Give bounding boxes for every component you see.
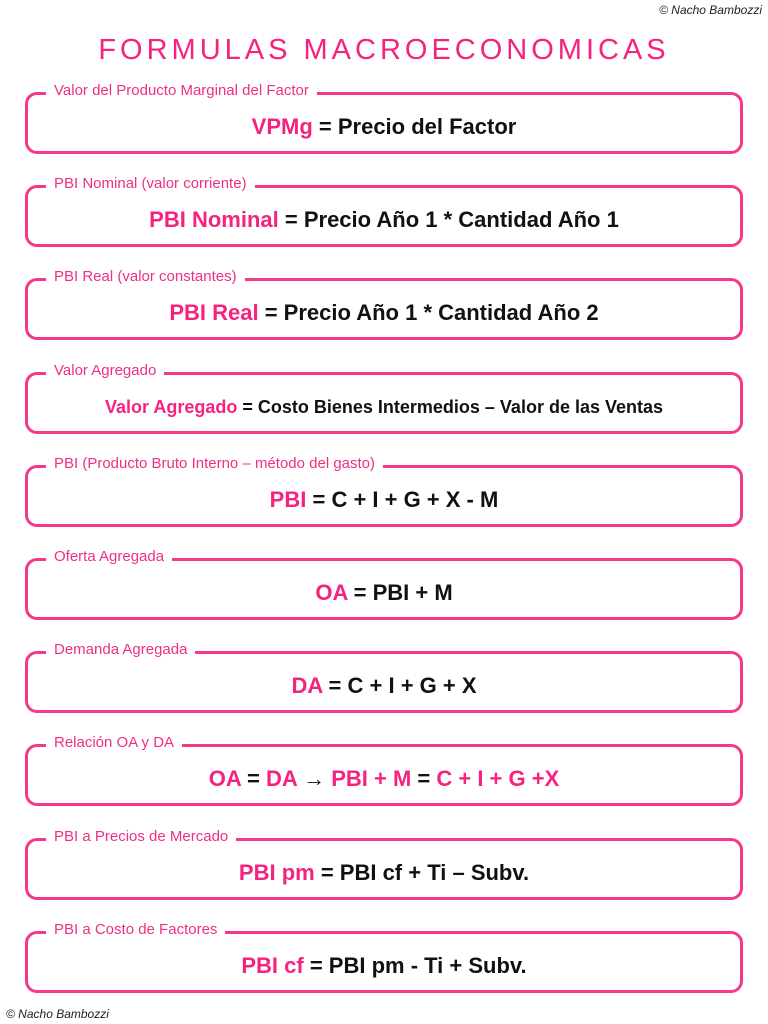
formula-term: OA <box>315 580 348 605</box>
formula-card-pbi-gasto <box>25 455 743 527</box>
formula-equals: = <box>303 953 329 978</box>
formula-card-relacion-oa-da <box>25 734 743 806</box>
formula-equals: = <box>312 114 338 139</box>
arrow-icon: → <box>296 766 332 791</box>
formula-equals: = <box>278 207 304 232</box>
formula-expression <box>28 953 740 979</box>
copyright-credit-top: © Nacho Bambozzi <box>659 3 762 17</box>
page-title: FORMULAS MACROECONOMICAS <box>98 34 670 66</box>
formula-label: PBI Nominal (valor corriente) <box>46 175 255 192</box>
formula-expression <box>28 766 740 792</box>
formula-term: PBI pm <box>238 860 315 885</box>
formula-expression <box>28 673 740 699</box>
copyright-credit-bottom: © Nacho Bambozzi <box>6 1007 109 1021</box>
formula-term: PBI cf <box>241 953 304 978</box>
formula-term: DA <box>291 673 323 698</box>
formula-rhs: Precio Año 1 * Cantidad Año 2 <box>283 300 599 325</box>
formula-term: Valor Agregado <box>104 397 238 417</box>
formula-term-oa: OA <box>208 766 241 791</box>
formula-term: PBI Nominal <box>149 207 279 232</box>
formula-expression <box>28 860 740 886</box>
formula-label: PBI (Producto Bruto Interno – método del gasto) <box>46 455 383 472</box>
formula-label: PBI a Precios de Mercado <box>46 828 236 845</box>
formula-label: Valor del Producto Marginal del Factor <box>46 82 317 99</box>
formula-rhs: C + I + G + X - M <box>331 487 499 512</box>
formula-label: Oferta Agregada <box>46 548 172 565</box>
formula-card-pbi-pm <box>25 828 743 900</box>
formula-rhs: Precio del Factor <box>337 114 517 139</box>
formula-term: PBI <box>269 487 307 512</box>
formula-equals: = <box>237 397 258 417</box>
formula-expression <box>28 397 740 418</box>
formula-expression <box>28 207 740 233</box>
formula-equals: = <box>314 860 340 885</box>
formula-label: Relación OA y DA <box>46 734 182 751</box>
formula-expression <box>28 580 740 606</box>
formula-equals: = <box>347 580 373 605</box>
formula-rhs: C + I + G + X <box>347 673 477 698</box>
formula-demand-side: C + I + G +X <box>436 766 560 791</box>
formula-label: Demanda Agregada <box>46 641 195 658</box>
formula-equals: = <box>411 766 437 791</box>
formula-term-da: DA <box>266 766 297 791</box>
formula-expression <box>28 300 740 326</box>
formula-card-oferta-agregada <box>25 548 743 620</box>
formula-label: Valor Agregado <box>46 362 164 379</box>
formula-rhs: Precio Año 1 * Cantidad Año 1 <box>303 207 619 232</box>
formula-term: VPMg <box>251 114 313 139</box>
formula-label: PBI Real (valor constantes) <box>46 268 245 285</box>
formula-supply-side: PBI + M <box>331 766 412 791</box>
formula-card-valor-agregado <box>25 362 743 434</box>
formula-expression <box>28 114 740 140</box>
formula-rhs: PBI + M <box>372 580 453 605</box>
formula-card-demanda-agregada <box>25 641 743 713</box>
formula-equals: = <box>258 300 284 325</box>
formula-rhs: PBI cf + Ti – Subv. <box>339 860 530 885</box>
formula-expression <box>28 487 740 513</box>
formula-equals: = <box>240 766 266 791</box>
formula-label: PBI a Costo de Factores <box>46 921 225 938</box>
formula-rhs: PBI pm - Ti + Subv. <box>328 953 527 978</box>
formula-equals: = <box>322 673 348 698</box>
formula-card-vpmg <box>25 82 743 154</box>
formula-equals: = <box>306 487 332 512</box>
formula-card-pbi-cf <box>25 921 743 993</box>
formula-card-pbi-nominal <box>25 175 743 247</box>
formula-term: PBI Real <box>169 300 259 325</box>
formula-rhs: Costo Bienes Intermedios – Valor de las Ventas <box>257 397 664 417</box>
formula-card-pbi-real <box>25 268 743 340</box>
